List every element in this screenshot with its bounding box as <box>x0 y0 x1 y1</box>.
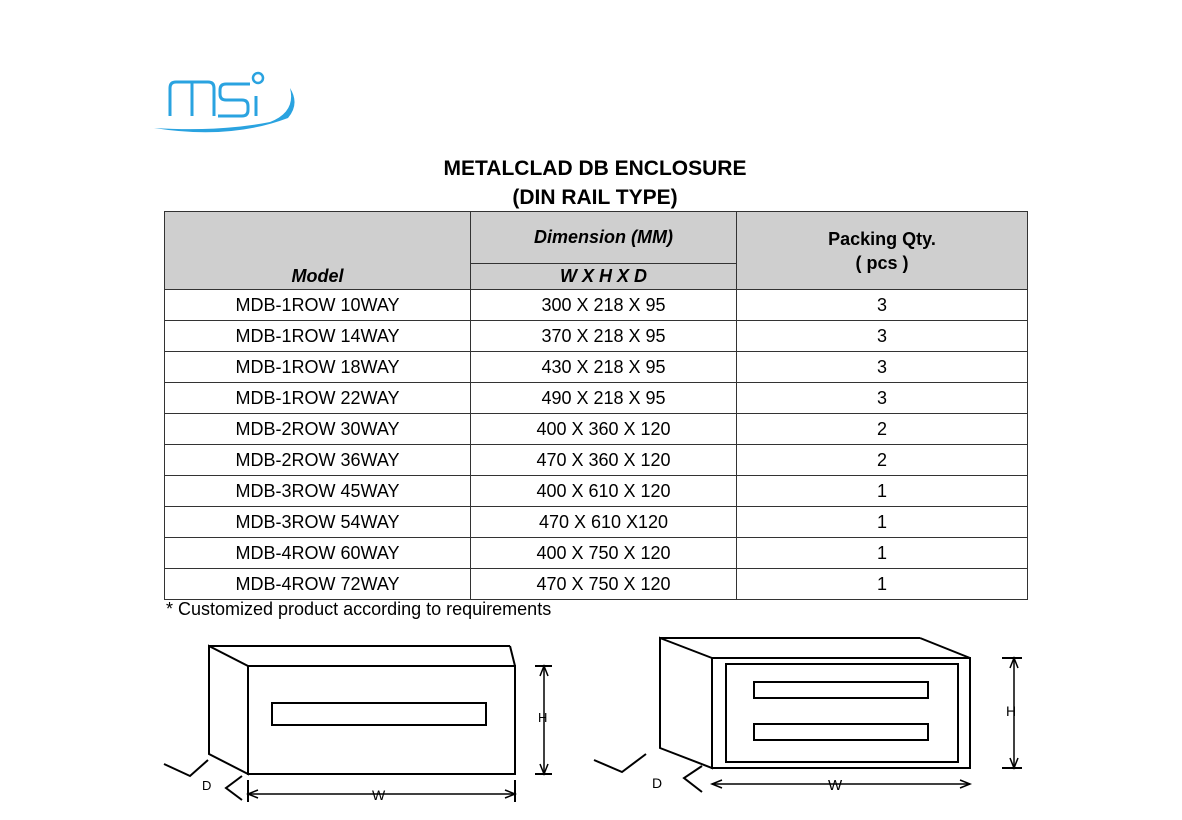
header-dimension: Dimension (MM) <box>471 212 737 264</box>
packing-qty-cell: 1 <box>737 476 1028 507</box>
depth-label: D <box>652 775 663 791</box>
model-cell: MDB-2ROW 36WAY <box>165 445 471 476</box>
spec-table <box>164 211 1028 600</box>
height-label: H <box>538 710 548 725</box>
model-cell: MDB-1ROW 22WAY <box>165 383 471 414</box>
footnote: * Customized product according to requirements <box>166 599 552 619</box>
width-label: W <box>828 777 843 794</box>
model-cell: MDB-3ROW 45WAY <box>165 476 471 507</box>
packing-qty-cell: 2 <box>737 445 1028 476</box>
enclosure-diagram-double <box>590 632 1050 812</box>
packing-qty-cell: 1 <box>737 507 1028 538</box>
table-row <box>165 476 1028 507</box>
table-row <box>165 321 1028 352</box>
model-cell: MDB-2ROW 30WAY <box>165 414 471 445</box>
dimension-cell: 400 X 610 X 120 <box>471 476 737 507</box>
dimension-cell: 470 X 750 X 120 <box>471 569 737 600</box>
table-row <box>165 538 1028 569</box>
dimension-cell: 370 X 218 X 95 <box>471 321 737 352</box>
table-row <box>165 290 1028 321</box>
dimension-cell: 470 X 610 X120 <box>471 507 737 538</box>
document-title: METALCLAD DB ENCLOSURE <box>443 157 747 180</box>
packing-qty-cell: 2 <box>737 414 1028 445</box>
packing-qty-cell: 3 <box>737 352 1028 383</box>
header-packing <box>737 212 1028 290</box>
height-label: H <box>1006 703 1017 719</box>
header-packing-label: Packing Qty. <box>828 228 936 249</box>
packing-qty-cell: 1 <box>737 538 1028 569</box>
table-row <box>165 569 1028 600</box>
header-model: Model <box>165 212 471 290</box>
header-dimension-sub: W X H X D <box>471 264 737 290</box>
model-cell: MDB-3ROW 54WAY <box>165 507 471 538</box>
table-row <box>165 414 1028 445</box>
packing-qty-cell: 3 <box>737 321 1028 352</box>
width-label: W <box>372 787 386 803</box>
dimension-cell: 300 X 218 X 95 <box>471 290 737 321</box>
table-row <box>165 445 1028 476</box>
dimension-cell: 400 X 750 X 120 <box>471 538 737 569</box>
model-cell: MDB-1ROW 14WAY <box>165 321 471 352</box>
model-cell: MDB-1ROW 18WAY <box>165 352 471 383</box>
header-packing-unit: ( pcs ) <box>855 252 909 273</box>
msi-logo <box>150 66 300 138</box>
dimension-cell: 430 X 218 X 95 <box>471 352 737 383</box>
packing-qty-cell: 3 <box>737 383 1028 414</box>
table-row <box>165 352 1028 383</box>
dimension-cell: 490 X 218 X 95 <box>471 383 737 414</box>
packing-qty-cell: 1 <box>737 569 1028 600</box>
enclosure-diagram-single <box>160 640 560 815</box>
model-cell: MDB-1ROW 10WAY <box>165 290 471 321</box>
table-row <box>165 507 1028 538</box>
dimension-cell: 470 X 360 X 120 <box>471 445 737 476</box>
document-subtitle: (DIN RAIL TYPE) <box>512 186 678 209</box>
table-row <box>165 383 1028 414</box>
dimension-cell: 400 X 360 X 120 <box>471 414 737 445</box>
packing-qty-cell: 3 <box>737 290 1028 321</box>
model-cell: MDB-4ROW 60WAY <box>165 538 471 569</box>
model-cell: MDB-4ROW 72WAY <box>165 569 471 600</box>
depth-label: D <box>202 778 212 793</box>
